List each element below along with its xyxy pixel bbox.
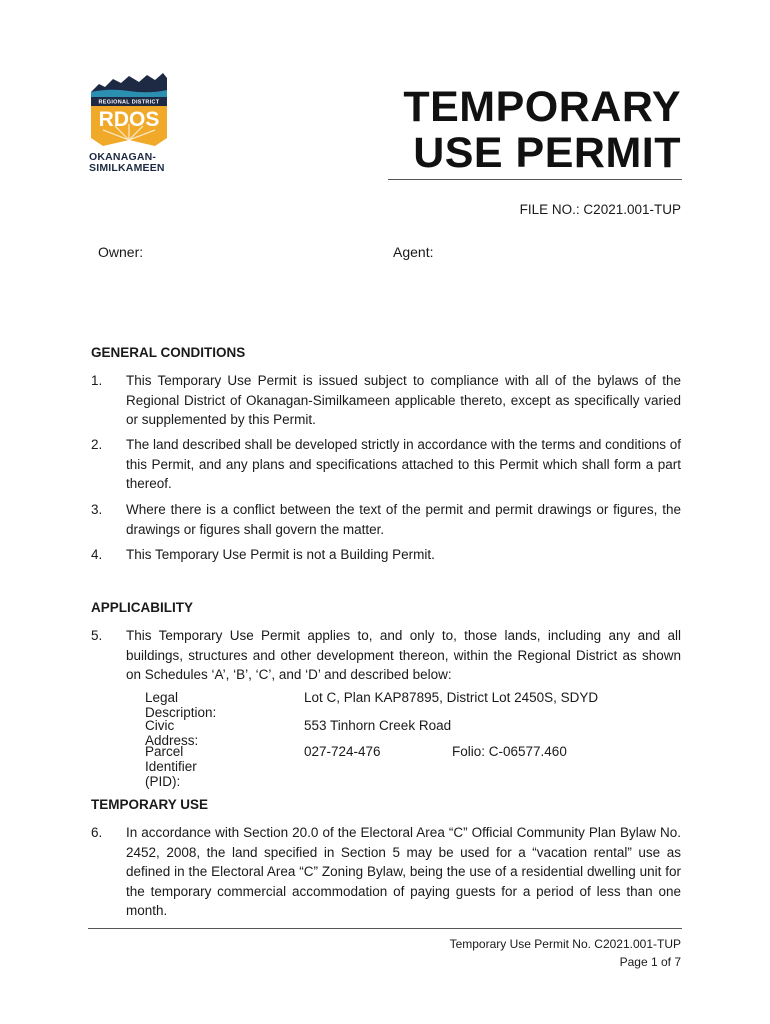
- footer-divider: [88, 928, 682, 929]
- page-footer: [450, 935, 681, 971]
- logo-badge-text: RDOS: [98, 108, 160, 131]
- rdos-badge-icon: [89, 70, 169, 152]
- footer-page-number: Page 1 of 7: [619, 955, 681, 969]
- document-title: TEMPORARY USE PERMIT: [403, 83, 681, 177]
- temporary-use-item-6: 6. In accordance with Section 20.0 of the Electoral Area “C” Official Community Plan Bylaw No. 2452, 2008, the land specified in Section 5 may be used for a “vacation rental” use as defined in the Electoral Area “C” Zoning Bylaw, being the use of a residential dwelling unit for the temporary commercial accommodation of paying guests for a period of less than one month.: [91, 825, 681, 918]
- temporary-use-heading: TEMPORARY USE: [91, 797, 209, 812]
- condition-item-3: 3. Where there is a conflict between the text of the permit and permit drawings or figures, the drawings or figures shall govern the matter.: [91, 502, 681, 537]
- condition-item-2: 2. The land described shall be developed strictly in accordance with the terms and conditions of this Permit, and any plans and specifications attached to this Permit which shall form a part thereof.: [91, 437, 681, 491]
- agent-label: Agent:: [393, 244, 434, 260]
- general-conditions-heading: GENERAL CONDITIONS: [91, 345, 246, 360]
- condition-item-1: 1. This Temporary Use Permit is issued subject to compliance with all of the bylaws of the Regional District of Okanagan-Similkameen applicable thereto, except as specifically varied or supplemented by this Permit.: [91, 373, 681, 427]
- logo-region-text: OKANAGAN- SIMILKAMEEN: [89, 151, 165, 174]
- applicability-item-5: 5. This Temporary Use Permit applies to, and only to, those lands, including any and all buildings, structures and other development thereon, within the Regional District as shown on Schedules ‘A’, ‘B’, ‘C’, and ‘D’ and described below:: [91, 628, 681, 682]
- title-divider: [388, 179, 682, 180]
- owner-label: Owner:: [98, 244, 144, 260]
- folio-number: Folio: C-06577.460: [452, 744, 567, 759]
- rdos-logo: [89, 70, 169, 178]
- document-page: REGIONAL DISTRICT RDOS OKANAGAN- SIMILKAMEEN TEMPORARY USE PERMIT FILE NO.: C2021.001-TUP Owner: Agent: GENERAL CONDITIONS 1. This Temporary Use Permit is issued subject to compliance with all of the bylaws of the Regional District of Okanagan-Similkameen applicable thereto, except as specifically varied or supplemented by this Permit. 2. The land described shall be developed strictly in accordance with the terms and conditions of this Permit, and any plans and specifications attached to this Permit which shall form a part thereof. 3. Where there is a conflict between the text of the permit and permit drawings or figures, the drawings or figures shall govern the matter. 4. This Temporary Use Permit is not a Building Permit. APPLICABILITY 5. This Temporary Use Permit applies to, and only to, those lands, including any and all buildings, structures and other development thereon, within the Regional District as shown on Schedules ‘A’, ‘B’, ‘C’, and ‘D’ and described below: Legal Description: Lot C, Plan KAP87895, District Lot 2450S, SDYD Civic Address: 553 Tinhorn Creek Road Parcel Identifier (PID): 027-724-476 Folio: C-06577.460 TEMPORARY USE 6. In accordance with Section 20.0 of the Electoral Area “C” Official Community Plan Bylaw No. 2452, 2008, the land specified in Section 5 may be used for a “vacation rental” use as defined in the Electoral Area “C” Zoning Bylaw, being the use of a residential dwelling unit for the temporary commercial accommodation of paying guests for a period of less than one month. Temporary Use Permit No. C2021.001-TUP Page 1 of 7: [0, 0, 770, 1024]
- file-number: FILE NO.: C2021.001-TUP: [519, 202, 681, 217]
- condition-item-4: 4. This Temporary Use Permit is not a Building Permit.: [91, 547, 435, 562]
- applicability-heading: APPLICABILITY: [91, 600, 194, 615]
- footer-permit-number: Temporary Use Permit No. C2021.001-TUP: [449, 937, 681, 951]
- logo-banner-text: REGIONAL DISTRICT: [98, 99, 160, 106]
